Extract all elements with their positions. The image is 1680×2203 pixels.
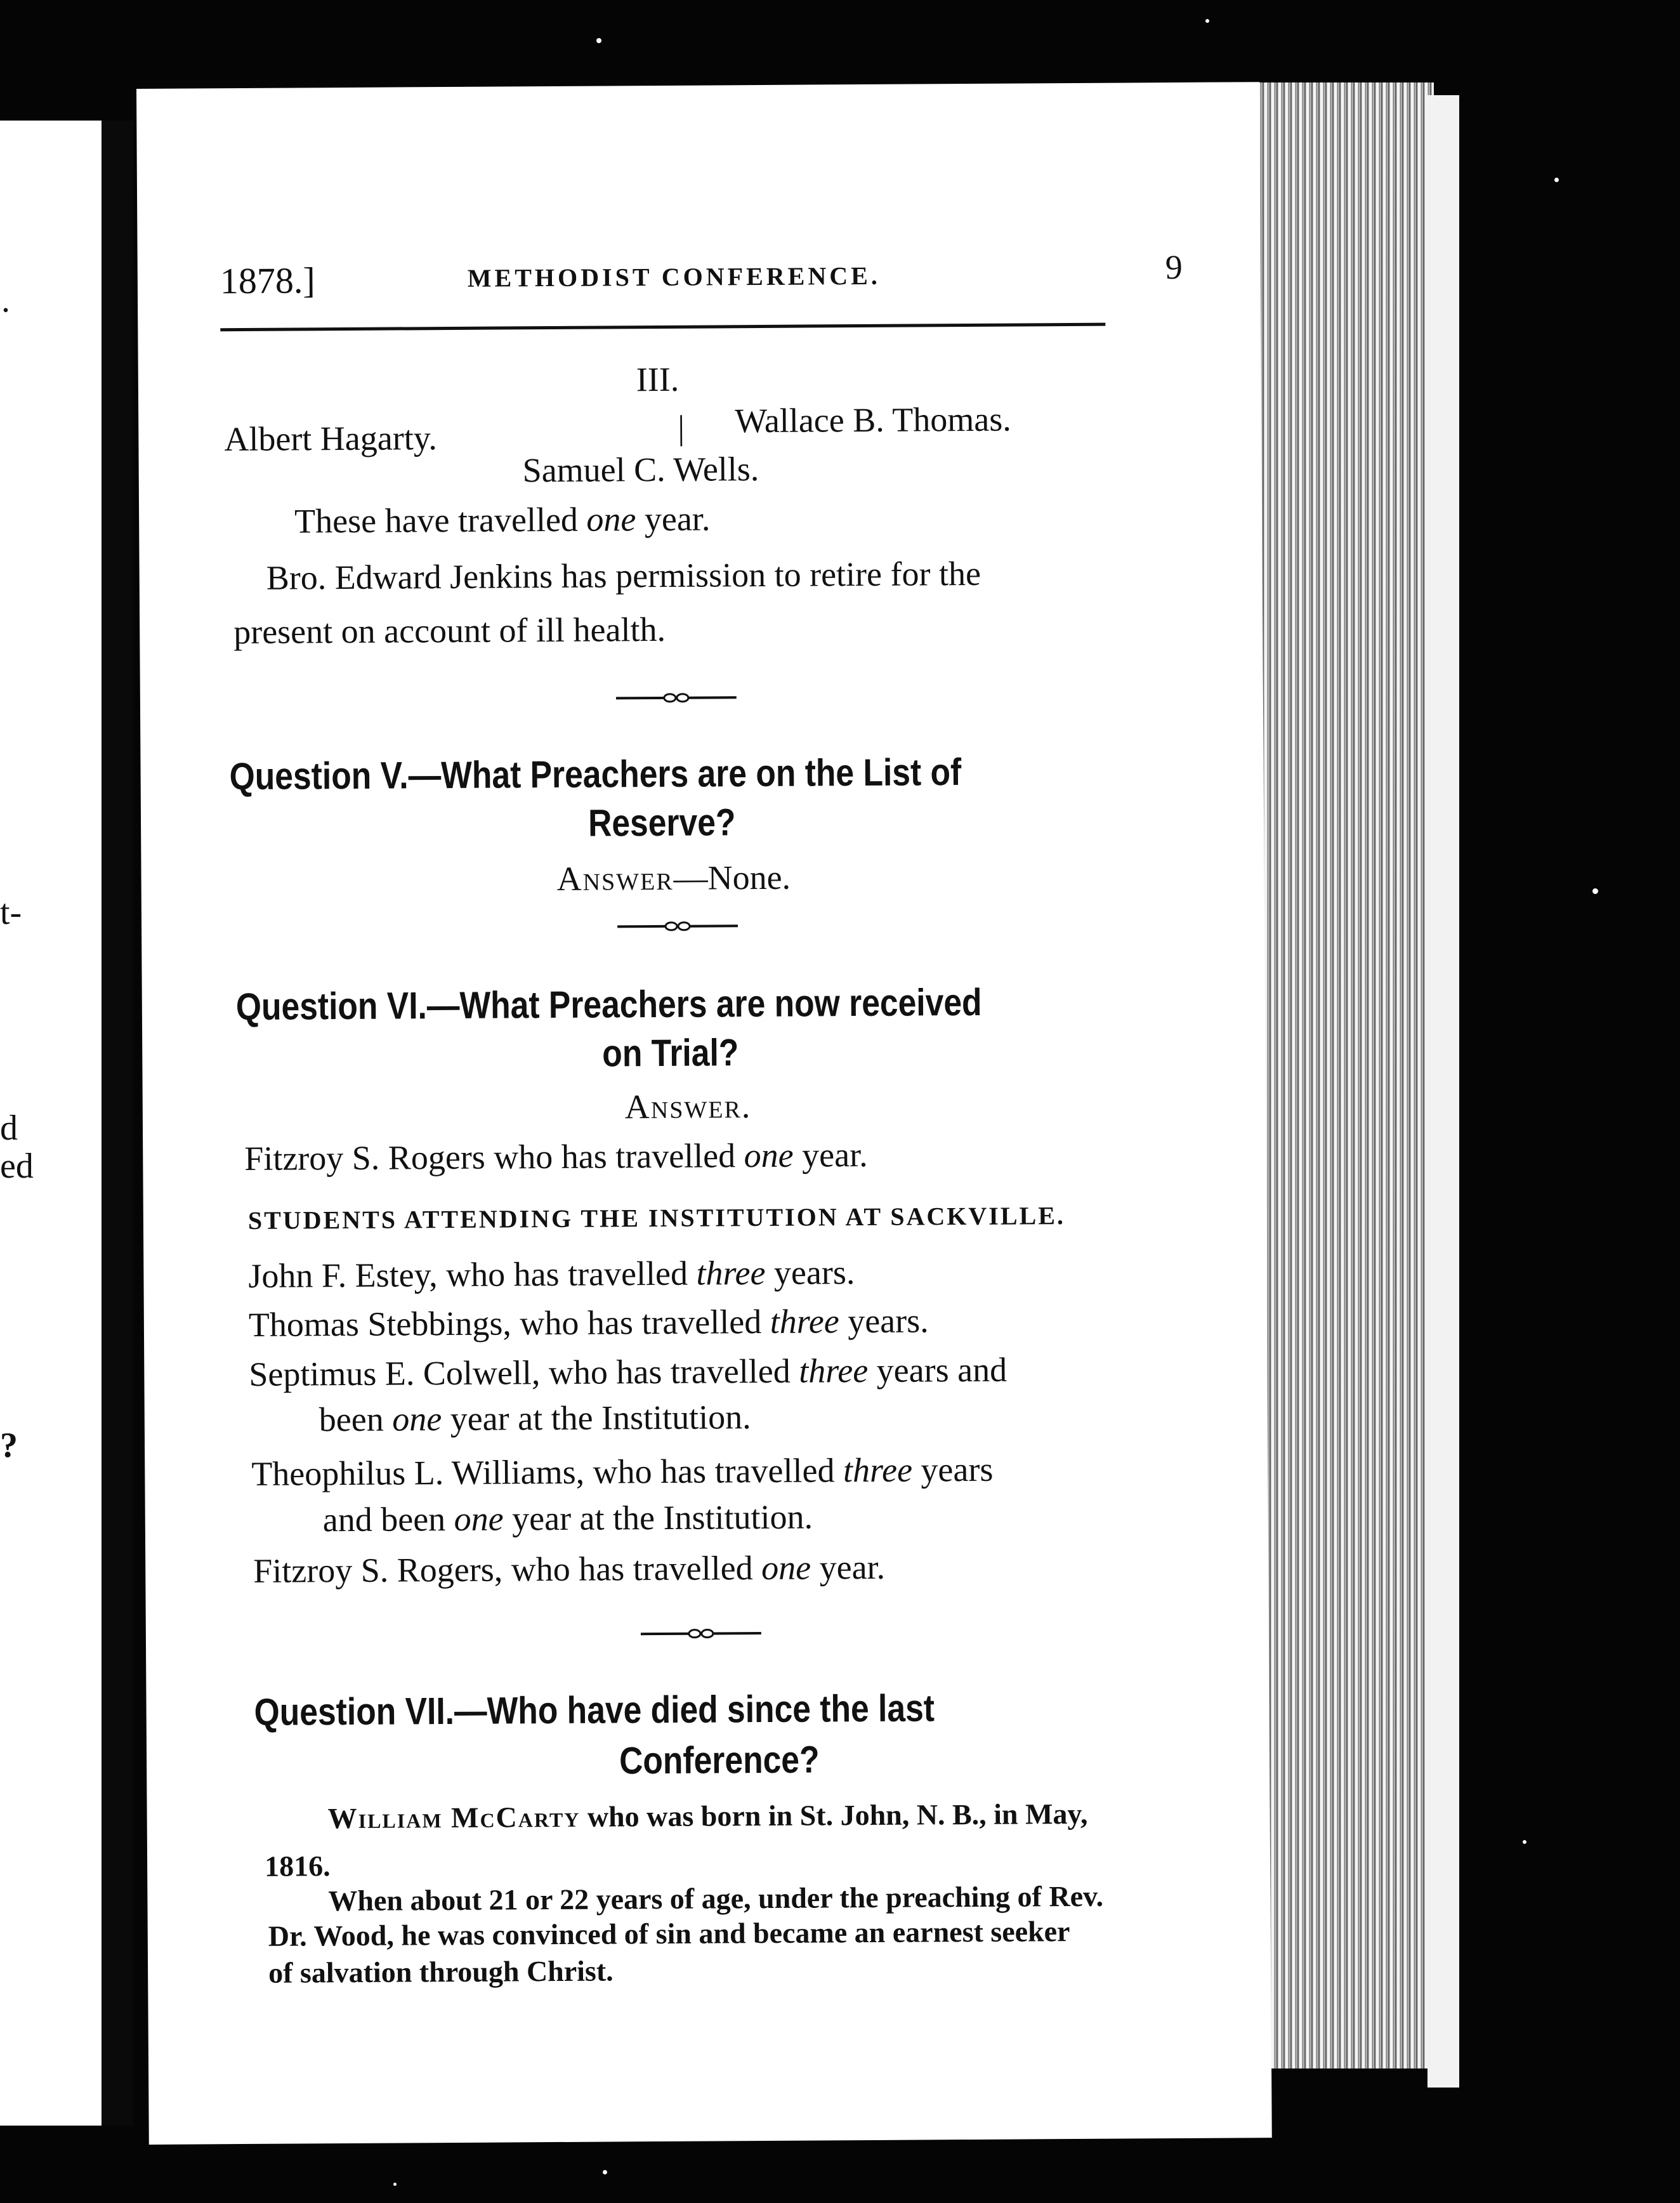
dust-speck xyxy=(1205,19,1209,23)
question-heading: Conference? xyxy=(619,1738,820,1782)
student-entry: Fitzroy S. Rogers, who has travelled one year. xyxy=(253,1548,886,1590)
question-heading: Question V.—What Preachers are on the List of xyxy=(229,751,962,798)
preacher-name: Samuel C. Wells. xyxy=(522,450,759,490)
left-page-fragment: t- xyxy=(0,893,22,932)
dust-speck xyxy=(393,2183,397,2186)
section-numeral: III. xyxy=(636,360,679,399)
retirement-note: Bro. Edward Jenkins has permission to retire for the xyxy=(266,554,981,597)
left-page-edge xyxy=(0,121,111,2126)
section-ornament xyxy=(641,1624,761,1643)
received-preacher: Fitzroy S. Rogers who has travelled one year. xyxy=(244,1135,868,1178)
preacher-name: Wallace B. Thomas. xyxy=(735,400,1011,440)
dust-speck xyxy=(603,2170,607,2174)
obituary-text: of salvation through Christ. xyxy=(268,1954,614,1989)
question-heading: Question VII.—Who have died since the last xyxy=(254,1687,935,1733)
running-head-title: METHODIST CONFERENCE. xyxy=(467,261,881,293)
answer-line: Answer—None. xyxy=(556,858,791,898)
dust-speck xyxy=(1523,1840,1526,1844)
question-heading: Question VI.—What Preachers are now received xyxy=(235,980,982,1029)
obituary-text: When about 21 or 22 years of age, under the preaching of Rev. xyxy=(328,1879,1104,1917)
preacher-name: Albert Hagarty. xyxy=(224,419,437,459)
section-ornament xyxy=(617,916,738,936)
student-entry-continued: been one year at the Institution. xyxy=(318,1398,751,1439)
cover-edge xyxy=(1427,95,1459,2088)
dust-speck xyxy=(596,38,601,43)
travelled-note: These have travelled one year. xyxy=(294,499,711,541)
student-entry: Septimus E. Colwell, who has travelled three years and xyxy=(249,1350,1007,1393)
student-entry-continued: and been one year at the Institution. xyxy=(322,1497,813,1539)
students-heading: STUDENTS ATTENDING THE INSTITUTION AT SACKVILLE. xyxy=(247,1201,1066,1235)
student-entry: Thomas Stebbings, who has travelled three years. xyxy=(248,1301,929,1344)
retirement-note: present on account of ill health. xyxy=(233,610,666,652)
student-entry: John F. Estey, who has travelled three years. xyxy=(248,1253,855,1295)
page-number: 9 xyxy=(1165,247,1183,287)
book-gutter xyxy=(102,121,133,2126)
page-stack-edges xyxy=(1244,82,1434,2068)
left-page-fragment: d xyxy=(0,1108,18,1148)
left-page-fragment: ? xyxy=(0,1426,18,1465)
right-page xyxy=(136,82,1272,2145)
answer-label: Answer. xyxy=(624,1087,752,1126)
name-separator: | xyxy=(678,408,685,447)
question-heading: Reserve? xyxy=(587,801,736,845)
student-entry: Theophilus L. Williams, who has travelled three years xyxy=(251,1450,994,1493)
obituary-text: 1816. xyxy=(264,1850,331,1883)
obituary-text: William McCarty who was born in St. John, N. B., in May, xyxy=(327,1797,1088,1835)
running-head xyxy=(220,247,1249,317)
dust-speck xyxy=(1592,888,1598,894)
header-rule xyxy=(220,323,1105,332)
left-page-fragment: ed xyxy=(0,1147,34,1186)
running-head-year: 1878.] xyxy=(220,260,315,302)
dust-speck xyxy=(1554,178,1559,182)
left-page-fragment: . xyxy=(1,280,10,320)
question-heading: on Trial? xyxy=(602,1031,739,1075)
section-ornament xyxy=(616,688,737,707)
obituary-text: Dr. Wood, he was convinced of sin and became an earnest seeker xyxy=(268,1915,1070,1952)
